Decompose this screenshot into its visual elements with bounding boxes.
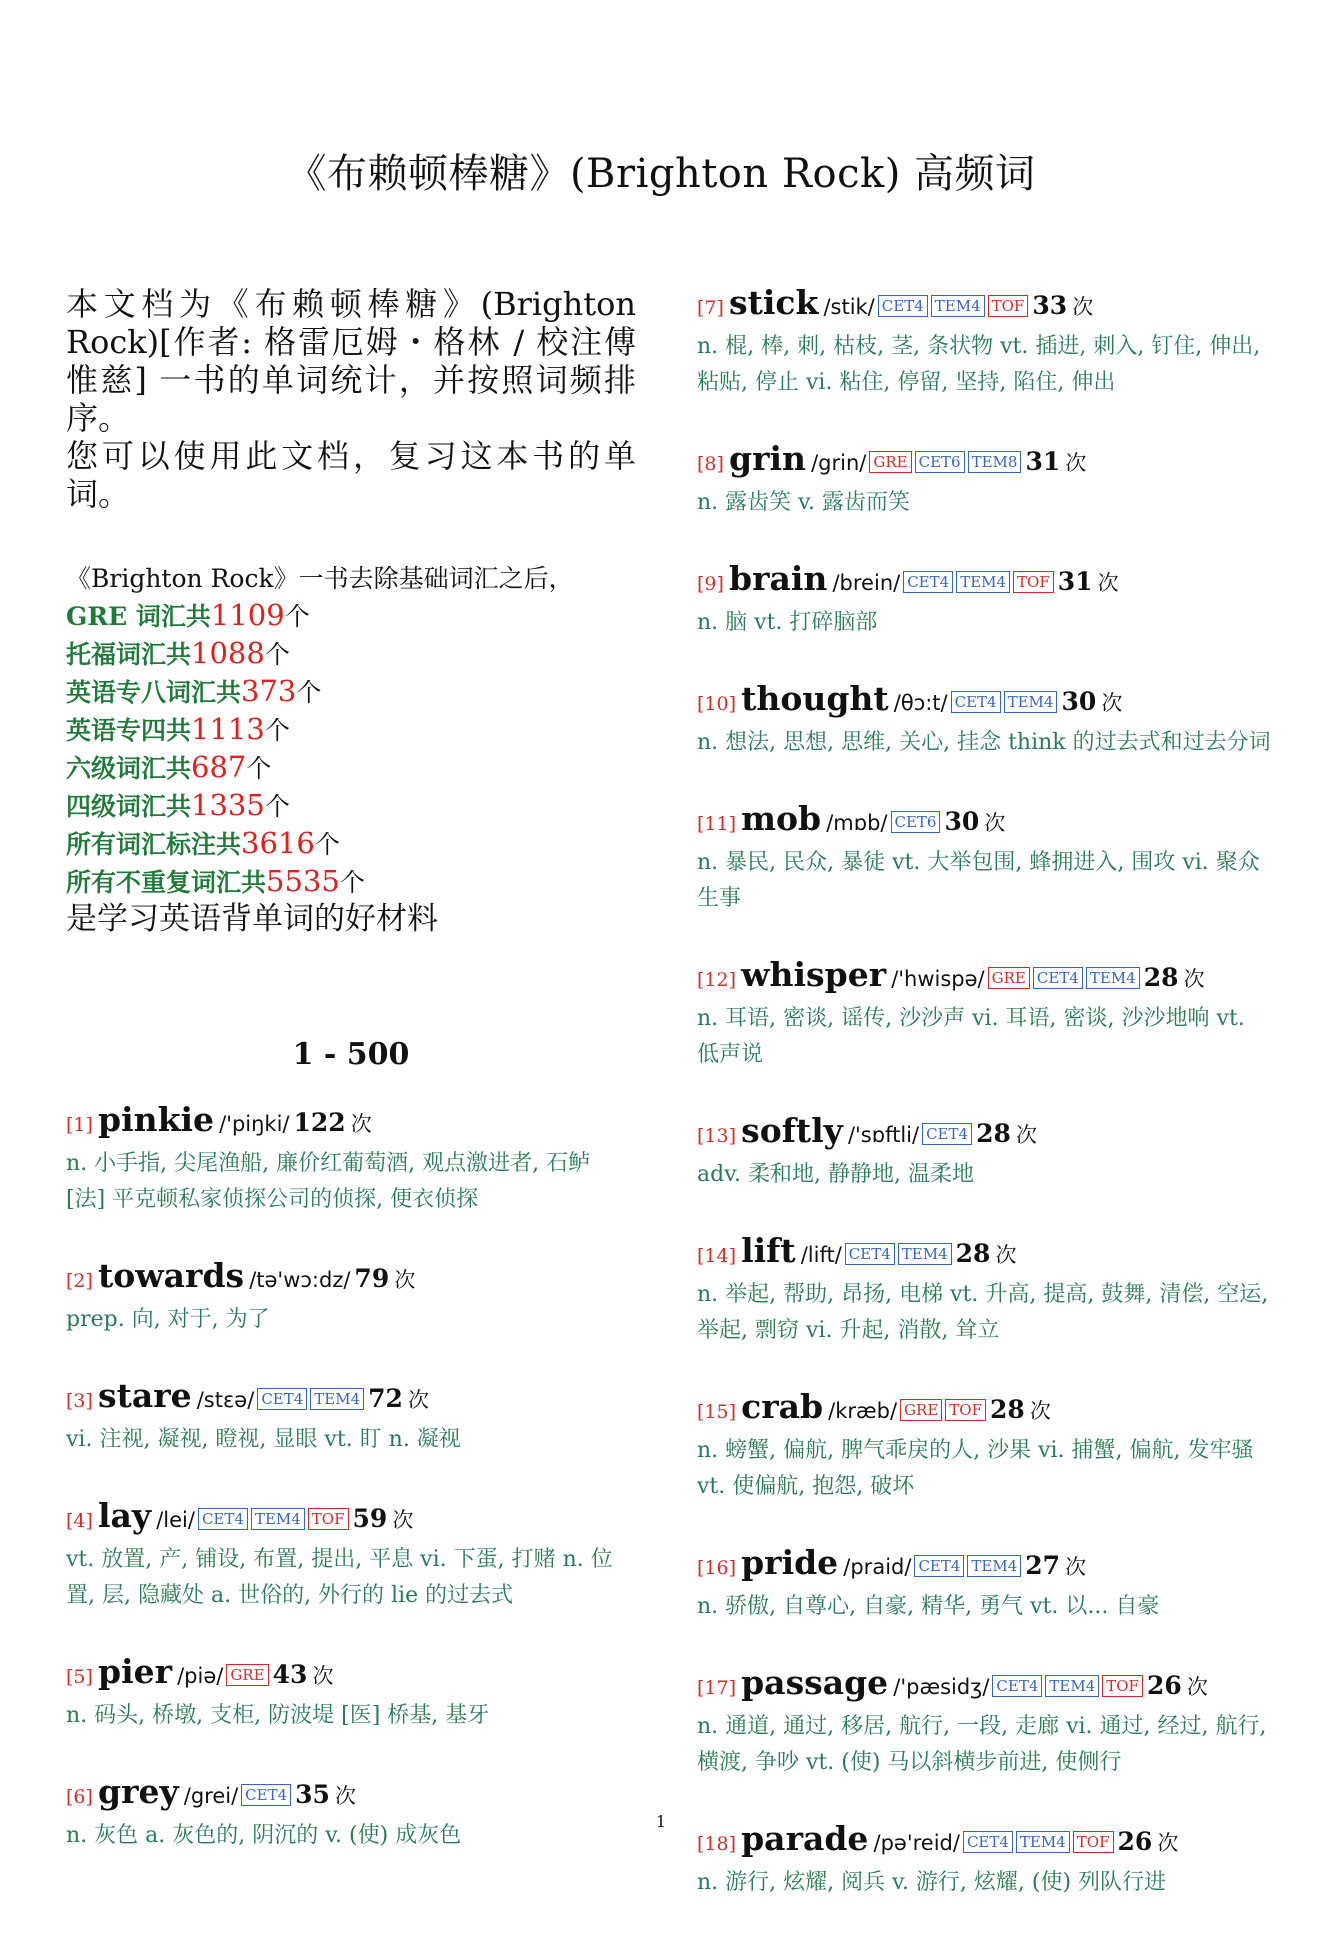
entry-header — [697, 283, 1272, 329]
word-entry — [697, 1111, 1272, 1193]
exam-tag: CET4 — [845, 1243, 895, 1265]
headword: whisper — [741, 955, 887, 994]
word-entry — [697, 1663, 1272, 1781]
stat-unit: 个 — [264, 640, 290, 669]
word-entry — [66, 1376, 636, 1458]
count-suffix: 次 — [1186, 1675, 1208, 1699]
exam-tag: TOF — [1013, 571, 1054, 593]
page-number: 1 — [655, 1812, 667, 1831]
exam-tag: CET4 — [922, 1123, 972, 1145]
intro-paragraph: 本文档为《布赖顿棒糖》(Brighton Rock)[作者: 格雷厄姆・格林 / 校注傅惟慈] 一书的单词统计，并按照词频排序。 — [66, 285, 636, 437]
count-suffix: 次 — [1065, 1555, 1087, 1579]
entry-index: [9] — [697, 573, 724, 595]
word-entry — [697, 799, 1272, 917]
stat-label: 所有不重复词汇共 — [66, 868, 267, 897]
entry-header — [697, 1663, 1272, 1709]
definition: n. 码头, 桥墩, 支柜, 防波堤 [医] 桥基, 基牙 — [66, 1703, 490, 1728]
entry-header — [66, 1100, 636, 1146]
stat-label: GRE 词汇共 — [66, 602, 211, 631]
stat-count: 687 — [191, 750, 247, 784]
exam-tag: TEM4 — [1086, 967, 1140, 989]
exam-tag: TEM4 — [1016, 1831, 1070, 1853]
stat-unit: 个 — [314, 830, 340, 859]
exam-tag: TEM4 — [898, 1243, 952, 1265]
exam-tag: TEM8 — [968, 451, 1022, 473]
count-suffix: 次 — [1029, 1399, 1051, 1423]
headword: grey — [98, 1772, 179, 1811]
word-entry — [697, 1387, 1272, 1505]
entry-header — [697, 1111, 1272, 1157]
stat-label: 英语专八词汇共 — [66, 678, 242, 707]
frequency-count: 30 — [1061, 687, 1097, 716]
count-suffix: 次 — [1097, 571, 1119, 595]
phonetic: /grei/ — [183, 1784, 239, 1808]
count-suffix: 次 — [335, 1784, 357, 1808]
stat-unit: 个 — [339, 868, 365, 897]
entry-index: [8] — [697, 453, 724, 475]
count-suffix: 次 — [984, 811, 1006, 835]
entry-header — [697, 559, 1272, 605]
definition: n. 脑 vt. 打碎脑部 — [697, 610, 878, 635]
entry-header — [697, 439, 1272, 485]
phonetic: /tə'wɔ:dz/ — [249, 1268, 351, 1292]
headword: stare — [98, 1376, 192, 1415]
count-suffix: 次 — [1183, 967, 1205, 991]
phonetic: /stik/ — [823, 295, 875, 319]
exam-tag: GRE — [869, 451, 911, 473]
phonetic: /'sɒftli/ — [847, 1123, 920, 1147]
stat-label: 所有词汇标注共 — [66, 830, 242, 859]
entry-index: [13] — [697, 1125, 737, 1147]
frequency-count: 30 — [944, 807, 980, 836]
exam-tag: GRE — [988, 967, 1030, 989]
frequency-count: 28 — [1143, 963, 1179, 992]
headword: stick — [729, 283, 819, 322]
exam-tag: CET4 — [257, 1388, 307, 1410]
exam-tag: TEM4 — [310, 1388, 364, 1410]
phonetic: /stεə/ — [196, 1388, 255, 1412]
definition: n. 露齿笑 v. 露齿而笑 — [697, 490, 910, 515]
exam-tag: CET6 — [891, 811, 941, 833]
stat-unit: 个 — [296, 678, 322, 707]
stat-label: 托福词汇共 — [66, 640, 192, 669]
stat-line — [66, 863, 636, 901]
entry-index: [12] — [697, 969, 737, 991]
count-suffix: 次 — [312, 1664, 334, 1688]
count-suffix: 次 — [392, 1508, 414, 1532]
exam-tag: TOF — [988, 295, 1029, 317]
left-column — [66, 285, 636, 1892]
frequency-count: 43 — [272, 1660, 308, 1689]
count-suffix: 次 — [1072, 295, 1094, 319]
definition: n. 通道, 通过, 移居, 航行, 一段, 走廊 vi. 通过, 经过, 航行, 横渡, 争吵 vt. (使) 马以斜横步前进, 使侧行 — [697, 1714, 1267, 1775]
word-entry — [697, 559, 1272, 641]
stat-count: 5535 — [266, 864, 340, 898]
definition: n. 暴民, 民众, 暴徒 vt. 大举包围, 蜂拥进入, 围攻 vi. 聚众生事 — [697, 850, 1260, 911]
headword: passage — [741, 1663, 889, 1702]
definition: n. 游行, 炫耀, 阅兵 v. 游行, 炫耀, (使) 列队行进 — [697, 1870, 1167, 1895]
frequency-count: 122 — [293, 1108, 346, 1137]
headword: mob — [741, 799, 822, 838]
phonetic: /lift/ — [800, 1243, 842, 1267]
stat-line — [66, 749, 636, 787]
stat-count: 1335 — [191, 788, 265, 822]
word-entry — [66, 1256, 636, 1338]
entry-header — [697, 679, 1272, 725]
stat-line — [66, 825, 636, 863]
definition: n. 耳语, 密谈, 谣传, 沙沙声 vi. 耳语, 密谈, 沙沙地响 vt. 低声说 — [697, 1006, 1245, 1067]
frequency-count: 35 — [295, 1780, 330, 1809]
headword: brain — [729, 559, 828, 598]
exam-tag: CET4 — [914, 1555, 964, 1577]
intro-text — [66, 285, 636, 513]
phonetic: /'hwispə/ — [891, 967, 985, 991]
definition: n. 想法, 思想, 思维, 关心, 挂念 think 的过去式和过去分词 — [697, 730, 1271, 755]
stat-unit: 个 — [264, 792, 290, 821]
phonetic: /'pæsidʒ/ — [893, 1675, 990, 1699]
entry-header — [66, 1652, 636, 1698]
exam-tag: TOF — [945, 1399, 986, 1421]
word-list-right — [697, 283, 1272, 1901]
stat-line — [66, 635, 636, 673]
exam-tag: CET6 — [915, 451, 965, 473]
phonetic: /θɔ:t/ — [893, 691, 948, 715]
stat-unit: 个 — [264, 716, 290, 745]
phonetic: /'piŋki/ — [219, 1112, 290, 1136]
exam-tag: CET4 — [992, 1675, 1042, 1697]
exam-tag: CET4 — [1033, 967, 1083, 989]
entry-index: [7] — [697, 297, 724, 319]
frequency-count: 26 — [1146, 1671, 1182, 1700]
stat-count: 1113 — [191, 712, 265, 746]
word-entry — [697, 1819, 1272, 1901]
entry-header — [697, 1543, 1272, 1589]
definition: vi. 注视, 凝视, 瞪视, 显眼 vt. 盯 n. 凝视 — [66, 1427, 461, 1452]
count-suffix: 次 — [1065, 451, 1087, 475]
entry-header — [697, 799, 1272, 845]
entry-header — [697, 1231, 1272, 1277]
headword: parade — [741, 1819, 869, 1858]
definition: n. 骄傲, 自尊心, 自豪, 精华, 勇气 vt. 以... 自豪 — [697, 1594, 1160, 1619]
stat-line — [66, 673, 636, 711]
exam-tag: TEM4 — [251, 1508, 305, 1530]
exam-tag: CET4 — [198, 1508, 248, 1530]
word-entry — [66, 1496, 636, 1614]
phonetic: /piə/ — [177, 1664, 224, 1688]
entry-index: [16] — [697, 1557, 737, 1579]
headword: softly — [741, 1111, 843, 1150]
stat-label: 四级词汇共 — [66, 792, 192, 821]
stat-line — [66, 711, 636, 749]
word-entry — [697, 955, 1272, 1073]
word-entry — [697, 1231, 1272, 1349]
exam-tag: TOF — [308, 1508, 349, 1530]
headword: crab — [741, 1387, 824, 1426]
count-suffix: 次 — [408, 1388, 430, 1412]
count-suffix: 次 — [394, 1268, 416, 1292]
entry-index: [15] — [697, 1401, 737, 1423]
entry-index: [2] — [66, 1270, 93, 1292]
definition: n. 螃蟹, 偏航, 脾气乖戾的人, 沙果 vi. 捕蟹, 偏航, 发牢骚 vt. 使偏航, 抱怨, 破坏 — [697, 1438, 1254, 1499]
stat-count: 3616 — [241, 826, 315, 860]
frequency-count: 31 — [1025, 447, 1061, 476]
exam-tag: TEM4 — [931, 295, 985, 317]
definition: adv. 柔和地, 静静地, 温柔地 — [697, 1162, 974, 1187]
definition: n. 棍, 棒, 刺, 枯枝, 茎, 条状物 vt. 插进, 刺入, 钉住, 伸出, 粘贴, 停止 vi. 粘住, 停留, 坚持, 陷住, 伸出 — [697, 334, 1261, 395]
exam-tag: TEM4 — [1004, 691, 1058, 713]
frequency-count: 28 — [976, 1119, 1011, 1148]
stat-unit: 个 — [246, 754, 272, 783]
headword: thought — [741, 679, 889, 718]
exam-tag: CET4 — [951, 691, 1001, 713]
entry-index: [4] — [66, 1510, 93, 1532]
exam-tag: TEM4 — [956, 571, 1010, 593]
definition: n. 灰色 a. 灰色的, 阴沉的 v. (使) 成灰色 — [66, 1823, 462, 1848]
count-suffix: 次 — [995, 1243, 1017, 1267]
range-heading: 1 - 500 — [292, 1037, 410, 1072]
entry-index: [5] — [66, 1666, 93, 1688]
stat-line — [66, 787, 636, 825]
frequency-count: 59 — [352, 1504, 388, 1533]
entry-index: [17] — [697, 1677, 737, 1699]
entry-header — [697, 955, 1272, 1001]
phonetic: /mɒb/ — [826, 811, 888, 835]
count-suffix: 次 — [1015, 1123, 1037, 1147]
entry-index: [3] — [66, 1390, 93, 1412]
word-entry — [697, 439, 1272, 521]
exam-tag: TOF — [1102, 1675, 1143, 1697]
word-entry — [66, 1100, 636, 1218]
headword: lay — [98, 1496, 152, 1535]
count-suffix: 次 — [1101, 691, 1123, 715]
frequency-count: 31 — [1057, 567, 1093, 596]
phonetic: /praid/ — [843, 1555, 912, 1579]
stats-footer: 是学习英语背单词的好材料 — [66, 901, 438, 937]
exam-tag: GRE — [900, 1399, 942, 1421]
frequency-count: 28 — [955, 1239, 991, 1268]
exam-tag: CET4 — [878, 295, 928, 317]
frequency-count: 27 — [1025, 1551, 1061, 1580]
exam-tag: TEM4 — [1045, 1675, 1099, 1697]
phonetic: /lei/ — [156, 1508, 195, 1532]
intro-paragraph: 您可以使用此文档，复习这本书的单词。 — [66, 437, 636, 513]
exam-tag: GRE — [226, 1664, 268, 1686]
entry-header — [697, 1387, 1272, 1433]
count-suffix: 次 — [350, 1112, 372, 1136]
frequency-count: 33 — [1032, 291, 1068, 320]
stat-label: 六级词汇共 — [66, 754, 192, 783]
phonetic: /pə'reid/ — [873, 1831, 960, 1855]
stat-label: 英语专四共 — [66, 716, 192, 745]
stat-count: 1088 — [191, 636, 265, 670]
exam-tag: TOF — [1073, 1831, 1114, 1853]
word-entry — [697, 1543, 1272, 1625]
entry-index: [10] — [697, 693, 737, 715]
definition: vt. 放置, 产, 铺设, 布置, 提出, 平息 vi. 下蛋, 打赌 n. 位置, 层, 隐藏处 a. 世俗的, 外行的 lie 的过去式 — [66, 1547, 613, 1608]
definition: n. 举起, 帮助, 昂扬, 电梯 vt. 升高, 提高, 鼓舞, 清偿, 空运, 举起, 剽窃 vi. 升起, 消散, 耸立 — [697, 1282, 1269, 1343]
frequency-count: 72 — [368, 1384, 403, 1413]
right-column — [697, 283, 1272, 1939]
definition: prep. 向, 对于, 为了 — [66, 1307, 270, 1332]
entry-header — [66, 1376, 636, 1422]
vocab-stats — [66, 561, 636, 937]
phonetic: /brein/ — [832, 571, 901, 595]
word-list-left — [66, 1100, 636, 1854]
entry-index: [1] — [66, 1114, 93, 1136]
definition: n. 小手指, 尖尾渔船, 廉价红葡萄酒, 观点激进者, 石鲈 [法] 平克顿私家侦探公司的侦探, 便衣侦探 — [66, 1151, 591, 1212]
headword: lift — [741, 1231, 796, 1270]
frequency-count: 26 — [1117, 1827, 1153, 1856]
entry-index: [14] — [697, 1245, 737, 1267]
entry-header — [66, 1256, 636, 1302]
count-suffix: 次 — [1157, 1831, 1179, 1855]
headword: pier — [98, 1652, 173, 1691]
exam-tag: TEM4 — [967, 1555, 1021, 1577]
frequency-count: 28 — [990, 1395, 1025, 1424]
word-entry — [697, 283, 1272, 401]
phonetic: /grin/ — [811, 451, 867, 475]
headword: towards — [98, 1256, 245, 1295]
headword: pride — [741, 1543, 839, 1582]
entry-index: [11] — [697, 813, 737, 835]
exam-tag: CET4 — [903, 571, 953, 593]
stat-line — [66, 597, 636, 635]
word-entry — [66, 1652, 636, 1734]
page-title: 《布赖顿棒糖》(Brighton Rock) 高频词 — [286, 151, 1036, 197]
stat-count: 1109 — [210, 598, 285, 632]
exam-tag: CET4 — [241, 1784, 291, 1806]
headword: pinkie — [98, 1100, 215, 1139]
entry-index: [6] — [66, 1786, 93, 1808]
exam-tag: CET4 — [963, 1831, 1013, 1853]
phonetic: /kræb/ — [828, 1399, 898, 1423]
stat-unit: 个 — [284, 602, 310, 631]
entry-index: [18] — [697, 1833, 737, 1855]
stat-count: 373 — [241, 674, 297, 708]
headword: grin — [729, 439, 807, 478]
frequency-count: 79 — [354, 1264, 390, 1293]
word-entry — [697, 679, 1272, 761]
stats-heading: 《Brighton Rock》一书去除基础词汇之后， — [66, 564, 574, 593]
entry-header — [66, 1496, 636, 1542]
